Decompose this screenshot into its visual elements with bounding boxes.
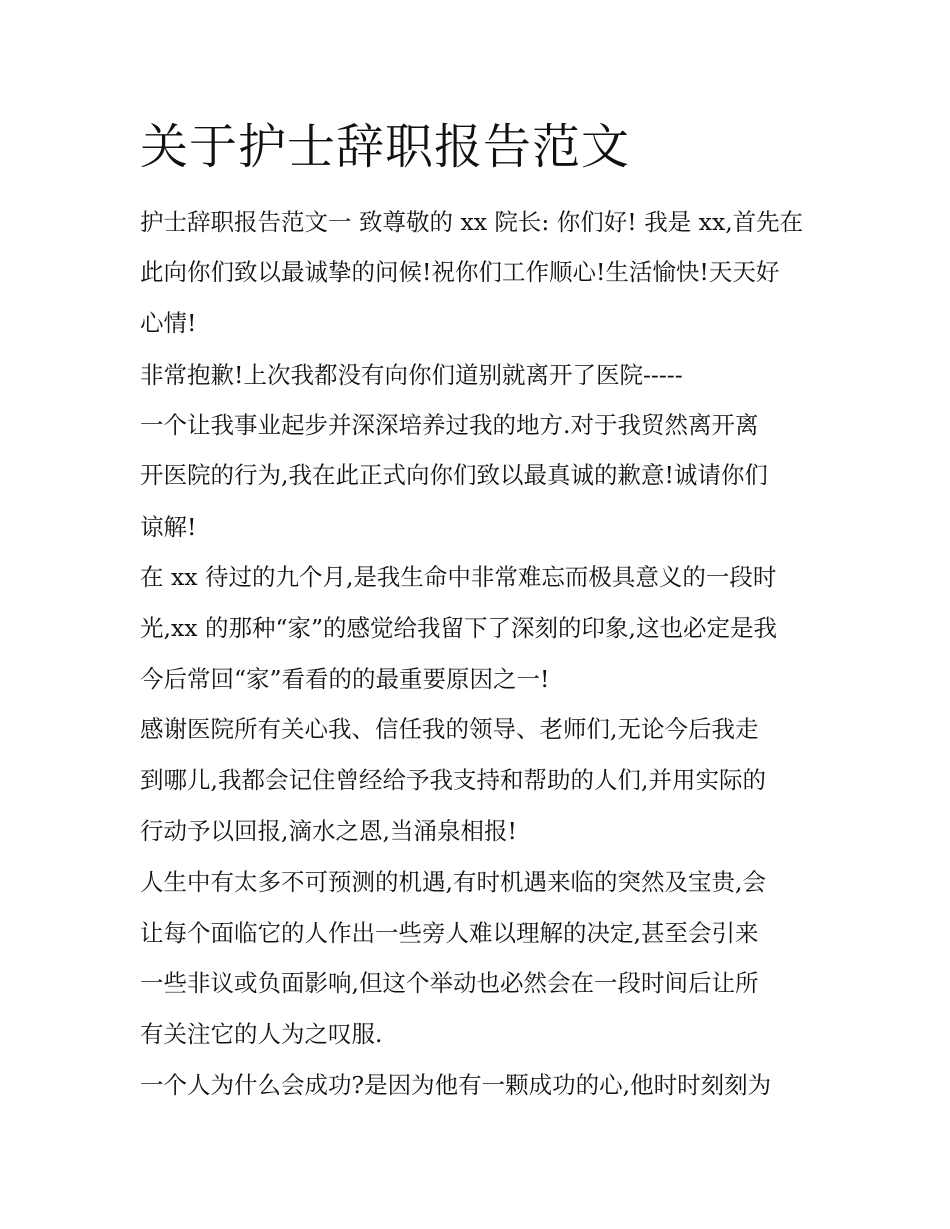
text-line: 谅解! bbox=[140, 513, 197, 541]
text-line: 行动予以回报,滴水之恩,当涌泉相报! bbox=[140, 817, 517, 845]
text-line: 护士辞职报告范文一 致尊敬的 xx 院长: 你们好! 我是 xx,首先在 bbox=[140, 208, 804, 236]
text-line: 一个人为什么会成功?是因为他有一颗成功的心,他时时刻刻为 bbox=[140, 1071, 772, 1099]
text-line: 一个让我事业起步并深深培养过我的地方.对于我贸然离开离 bbox=[140, 411, 759, 439]
text-line: 让每个面临它的人作出一些旁人难以理解的决定,甚至会引来 bbox=[140, 919, 759, 947]
text-line: 非常抱歉!上次我都没有向你们道别就离开了医院----- bbox=[140, 361, 683, 389]
text-line: 光,xx 的那种“家”的感觉给我留下了深刻的印象,这也必定是我 bbox=[140, 614, 777, 642]
text-line: 此向你们致以最诚挚的问候!祝你们工作顺心!生活愉快!天天好 bbox=[140, 258, 780, 286]
text-line: 心情! bbox=[140, 309, 197, 337]
document-title: 关于护士辞职报告范文 bbox=[140, 119, 631, 175]
text-line: 今后常回“家”看看的的最重要原因之一! bbox=[140, 665, 550, 693]
text-line: 人生中有太多不可预测的机遇,有时机遇来临的突然及宝贵,会 bbox=[140, 868, 766, 896]
text-line: 一些非议或负面影响,但这个举动也必然会在一段时间后让所 bbox=[140, 969, 759, 997]
text-line: 在 xx 待过的九个月,是我生命中非常难忘而极具意义的一段时 bbox=[140, 563, 777, 591]
text-line: 感谢医院所有关心我、信任我的领导、老师们,无论今后我走 bbox=[140, 715, 759, 743]
text-line: 有关注它的人为之叹服. bbox=[140, 1020, 383, 1048]
text-line: 开医院的行为,我在此正式向你们致以最真诚的歉意!诚请你们 bbox=[140, 461, 768, 489]
text-line: 到哪儿,我都会记住曾经给予我支持和帮助的人们,并用实际的 bbox=[140, 766, 766, 794]
